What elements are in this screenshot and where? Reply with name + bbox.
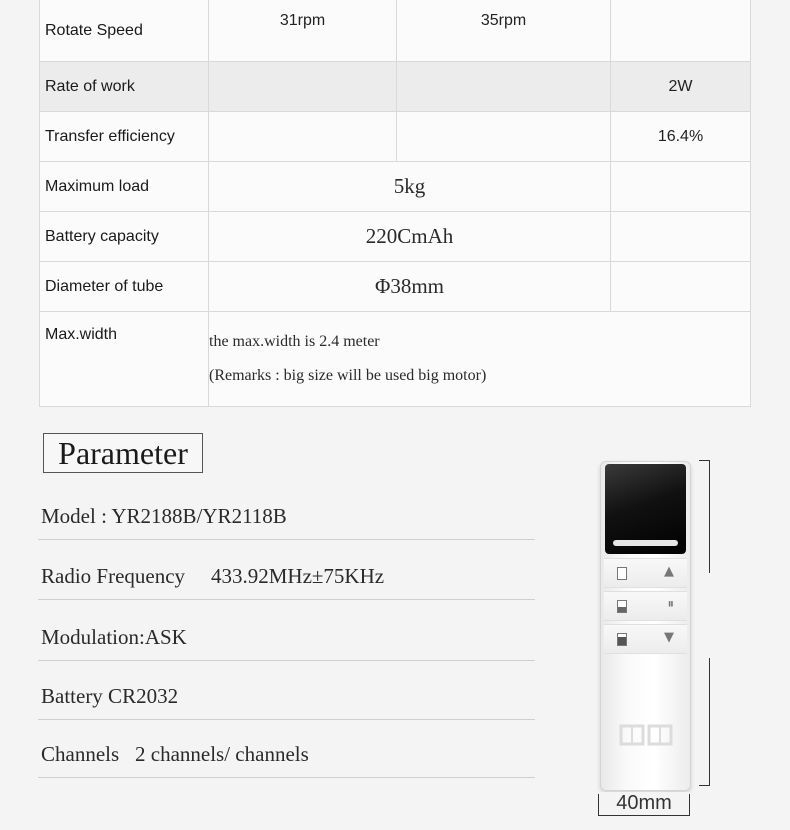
empty-cell: [611, 262, 751, 312]
table-row: [40, 62, 751, 112]
value-cell: [209, 112, 397, 162]
value-cell: 35rpm: [397, 0, 611, 62]
brand-logo-icon: [617, 720, 677, 750]
remote-stop-button: [604, 591, 687, 621]
parameter-heading: Parameter: [43, 433, 203, 473]
dimension-bracket-top: [699, 460, 710, 573]
value-cell: 220CmAh: [209, 212, 611, 262]
table-row: [40, 312, 751, 407]
table-row: [40, 262, 751, 312]
radio-label: Radio Frequency: [41, 564, 186, 588]
channels-value: 2 channels/ channels: [135, 742, 309, 766]
remote-down-button: [604, 624, 687, 654]
model-text: Model : YR2188B/YR2118B: [41, 504, 287, 528]
row-label: Rotate Speed: [40, 0, 209, 62]
max-width-line: the max.width is 2.4 meter: [209, 333, 380, 350]
param-modulation-row: [38, 600, 535, 661]
table-row: [40, 162, 751, 212]
row-label: Transfer efficiency: [40, 112, 209, 162]
empty-cell: [611, 162, 751, 212]
channels-label: Channels: [41, 742, 120, 766]
param-model-row: [38, 480, 535, 540]
remote-screen: [605, 464, 686, 554]
radio-value: 433.92MHz±75KHz: [211, 564, 385, 588]
value-cell: 16.4%: [611, 112, 751, 162]
row-label: Maximum load: [40, 162, 209, 212]
remarks-cell: [209, 312, 751, 407]
width-dimension: [598, 794, 690, 816]
param-channels-row: [38, 720, 535, 778]
half-icon: [617, 600, 627, 613]
value-cell: 2W: [611, 62, 751, 112]
row-label: Battery capacity: [40, 212, 209, 262]
value-cell: Φ38mm: [209, 262, 611, 312]
remote-control-image: [600, 461, 691, 791]
table-row: [40, 112, 751, 162]
row-label: Max.width: [40, 312, 209, 407]
value-cell: [611, 0, 751, 62]
remote-slider: [613, 540, 678, 546]
spec-table: [39, 0, 751, 407]
param-battery-row: [38, 661, 535, 720]
param-radio-row: [38, 540, 535, 600]
table-row: [40, 0, 751, 62]
battery-text: Battery CR2032: [41, 684, 179, 708]
empty-cell: [611, 212, 751, 262]
dimension-bracket-bottom: [699, 658, 710, 786]
modulation-text: Modulation:ASK: [41, 625, 187, 649]
remote-up-button: [604, 558, 687, 588]
up-arrow-icon: ▲: [664, 564, 674, 579]
table-row: [40, 212, 751, 262]
remarks-line: (Remarks : big size will be used big motor): [209, 367, 487, 384]
row-label: Diameter of tube: [40, 262, 209, 312]
value-cell: [397, 62, 611, 112]
row-label: Rate of work: [40, 62, 209, 112]
pause-icon: ⏸: [667, 597, 674, 612]
width-label-text: 40mm: [599, 792, 689, 815]
open-icon: [617, 567, 627, 580]
value-cell: 31rpm: [209, 0, 397, 62]
down-arrow-icon: ▼: [664, 630, 674, 645]
value-cell: [397, 112, 611, 162]
value-cell: 5kg: [209, 162, 611, 212]
value-cell: [209, 62, 397, 112]
closed-icon: [617, 633, 627, 646]
